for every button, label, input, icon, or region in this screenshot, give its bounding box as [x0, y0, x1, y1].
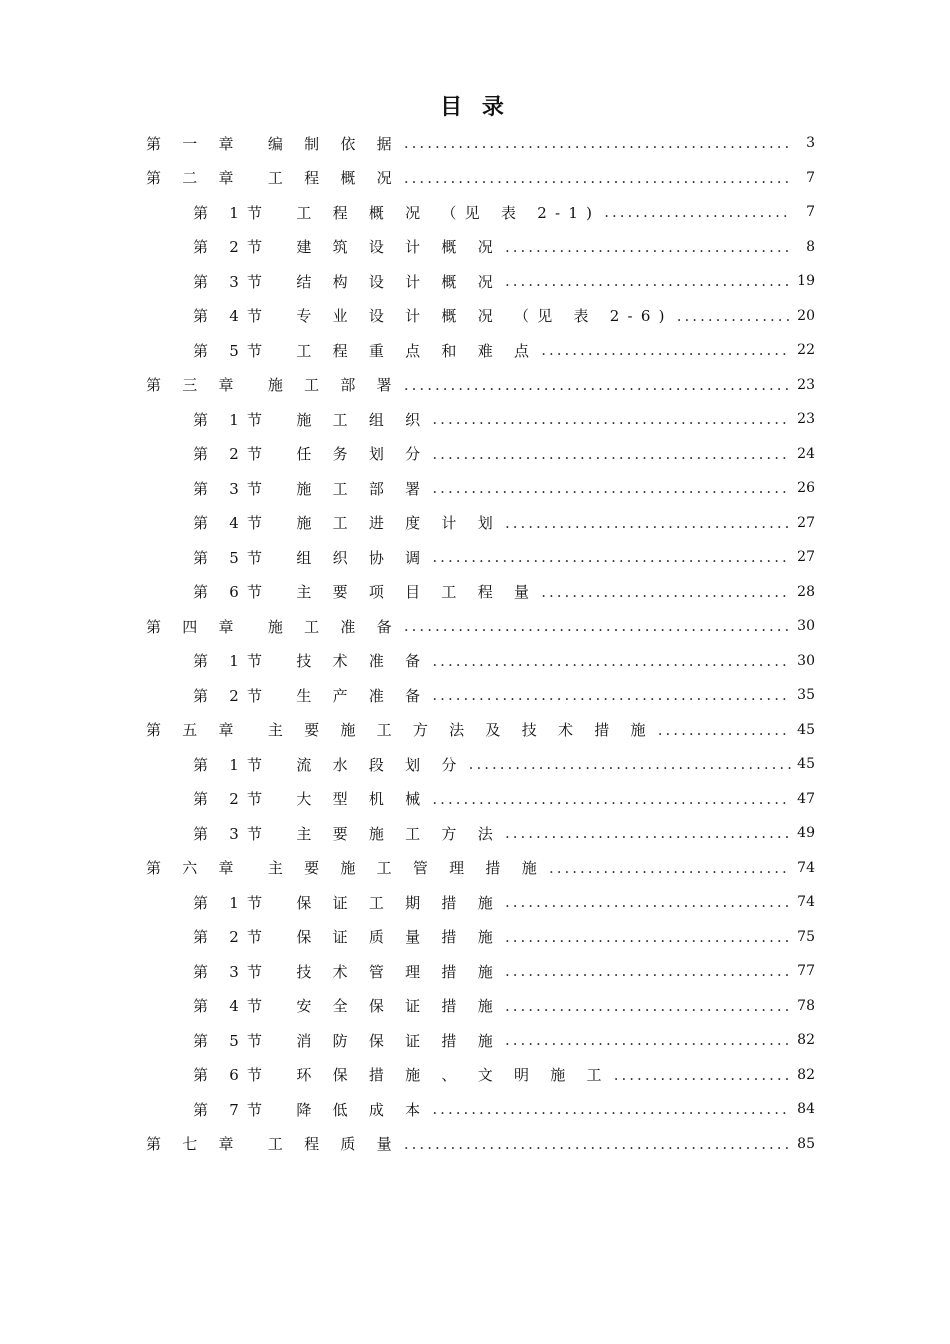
- toc-entry-label: 第 6节 主 要 项 目 工 程 量: [193, 583, 538, 602]
- toc-chapter-entry[interactable]: [0, 1127, 950, 1162]
- toc-section-entry[interactable]: [0, 575, 950, 610]
- dot-leader: [432, 652, 791, 670]
- toc-section-entry[interactable]: [0, 954, 950, 989]
- dot-leader: [432, 410, 791, 428]
- toc-page-number: 23: [797, 376, 815, 393]
- toc-section-entry[interactable]: [0, 299, 950, 334]
- toc-chapter-entry[interactable]: [0, 161, 950, 196]
- dot-leader: [505, 1031, 791, 1049]
- dot-leader: [505, 824, 791, 842]
- toc-page-number: 49: [797, 825, 815, 842]
- toc-entry-label: 第 1节 保 证 工 期 措 施: [193, 893, 501, 912]
- toc-entry-label: 第 4节 专 业 设 计 概 况 （见 表 2-6): [193, 307, 673, 326]
- toc-entry-label: 第 2节 大 型 机 械: [193, 790, 429, 809]
- toc-entry-label: 第 2节 保 证 质 量 措 施: [193, 928, 501, 947]
- toc-entry-label: 第 5节 工 程 重 点 和 难 点: [193, 341, 538, 360]
- toc-section-entry[interactable]: [0, 402, 950, 437]
- toc-page-number: 85: [797, 1135, 815, 1152]
- toc-entry-label: 第 7节 降 低 成 本: [193, 1100, 429, 1119]
- dot-leader: [658, 721, 791, 739]
- toc-page-number: 35: [797, 687, 815, 704]
- toc-page-number: 45: [797, 756, 815, 773]
- dot-leader: [541, 583, 791, 601]
- toc-entry-label: 第 6节 环 保 措 施 、 文 明 施 工: [193, 1066, 610, 1085]
- toc-page-number: 30: [797, 618, 815, 635]
- dot-leader: [505, 928, 791, 946]
- toc-entry-label: 第 三 章 施 工 部 署: [146, 376, 400, 395]
- toc-entry-label: 第 六 章 主 要 施 工 管 理 措 施: [146, 859, 545, 878]
- toc-page-number: 78: [797, 997, 815, 1014]
- toc-page-number: 7: [806, 204, 815, 221]
- toc-page-number: 19: [797, 273, 815, 290]
- toc-page-number: 74: [797, 894, 815, 911]
- toc-entry-label: 第 五 章 主 要 施 工 方 法 及 技 术 措 施: [146, 721, 654, 740]
- table-of-contents: [0, 126, 950, 1161]
- dot-leader: [505, 893, 791, 911]
- toc-entry-label: 第 1节 施 工 组 织: [193, 410, 429, 429]
- toc-section-entry[interactable]: [0, 678, 950, 713]
- toc-section-entry[interactable]: [0, 230, 950, 265]
- toc-entry-label: 第 1节 流 水 段 划 分: [193, 755, 465, 774]
- toc-entry-label: 第 5节 组 织 协 调: [193, 548, 429, 567]
- toc-entry-label: 第 一 章 编 制 依 据: [146, 134, 400, 153]
- dot-leader: [404, 376, 791, 394]
- toc-entry-label: 第 3节 技 术 管 理 措 施: [193, 962, 501, 981]
- dot-leader: [549, 859, 791, 877]
- toc-section-entry[interactable]: [0, 885, 950, 920]
- toc-section-entry[interactable]: [0, 437, 950, 472]
- dot-leader: [505, 997, 791, 1015]
- toc-entry-label: 第 5节 消 防 保 证 措 施: [193, 1031, 501, 1050]
- toc-page-number: 47: [797, 790, 815, 807]
- toc-section-entry[interactable]: [0, 1058, 950, 1093]
- toc-section-entry[interactable]: [0, 1023, 950, 1058]
- dot-leader: [505, 962, 791, 980]
- dot-leader: [404, 1135, 791, 1153]
- dot-leader: [404, 169, 791, 187]
- dot-leader: [604, 203, 791, 221]
- dot-leader: [469, 755, 791, 773]
- toc-entry-label: 第 四 章 施 工 准 备: [146, 617, 400, 636]
- toc-page-number: 30: [797, 652, 815, 669]
- toc-section-entry[interactable]: [0, 506, 950, 541]
- dot-leader: [432, 686, 791, 704]
- dot-leader: [505, 272, 791, 290]
- dot-leader: [432, 790, 791, 808]
- toc-entry-label: 第 七 章 工 程 质 量: [146, 1135, 400, 1154]
- toc-page-number: 82: [797, 1066, 815, 1083]
- dot-leader: [432, 1100, 791, 1118]
- toc-chapter-entry[interactable]: [0, 609, 950, 644]
- toc-page-number: 28: [797, 583, 815, 600]
- page-title: 目 录: [440, 95, 510, 120]
- toc-section-entry[interactable]: [0, 471, 950, 506]
- toc-entry-label: 第 二 章 工 程 概 况: [146, 169, 400, 188]
- toc-section-entry[interactable]: [0, 644, 950, 679]
- dot-leader: [505, 238, 791, 256]
- toc-chapter-entry[interactable]: [0, 713, 950, 748]
- toc-section-entry[interactable]: [0, 747, 950, 782]
- toc-page-number: 82: [797, 1032, 815, 1049]
- toc-entry-label: 第 3节 结 构 设 计 概 况: [193, 272, 501, 291]
- toc-entry-label: 第 4节 安 全 保 证 措 施: [193, 997, 501, 1016]
- dot-leader: [432, 445, 791, 463]
- toc-section-entry[interactable]: [0, 816, 950, 851]
- toc-section-entry[interactable]: [0, 333, 950, 368]
- dot-leader: [541, 341, 791, 359]
- toc-page-number: 26: [797, 480, 815, 497]
- toc-entry-label: 第 2节 生 产 准 备: [193, 686, 429, 705]
- toc-section-entry[interactable]: [0, 1092, 950, 1127]
- toc-section-entry[interactable]: [0, 264, 950, 299]
- toc-entry-label: 第 1节 工 程 概 况 （见 表 2-1): [193, 203, 601, 222]
- toc-page-number: 23: [797, 411, 815, 428]
- toc-page-number: 27: [797, 549, 815, 566]
- toc-entry-label: 第 3节 主 要 施 工 方 法: [193, 824, 501, 843]
- toc-entry-label: 第 4节 施 工 进 度 计 划: [193, 514, 501, 533]
- toc-page-number: 8: [806, 238, 815, 255]
- toc-section-entry[interactable]: [0, 782, 950, 817]
- toc-page-number: 22: [797, 342, 815, 359]
- toc-page-number: 27: [797, 514, 815, 531]
- toc-chapter-entry[interactable]: [0, 851, 950, 886]
- toc-entry-label: 第 3节 施 工 部 署: [193, 479, 429, 498]
- toc-section-entry[interactable]: [0, 989, 950, 1024]
- toc-entry-label: 第 2节 建 筑 设 计 概 况: [193, 238, 501, 257]
- dot-leader: [614, 1066, 791, 1084]
- toc-chapter-entry[interactable]: [0, 126, 950, 161]
- toc-page-number: 24: [797, 445, 815, 462]
- dot-leader: [432, 548, 791, 566]
- toc-chapter-entry[interactable]: [0, 368, 950, 403]
- toc-page-number: 74: [797, 859, 815, 876]
- dot-leader: [404, 134, 791, 152]
- toc-page-number: 84: [797, 1101, 815, 1118]
- toc-page-number: 20: [797, 307, 815, 324]
- dot-leader: [404, 617, 791, 635]
- dot-leader: [505, 514, 791, 532]
- toc-section-entry[interactable]: [0, 540, 950, 575]
- toc-page-number: 45: [797, 721, 815, 738]
- dot-leader: [677, 307, 791, 325]
- toc-page-number: 75: [797, 928, 815, 945]
- toc-page-number: 77: [797, 963, 815, 980]
- toc-entry-label: 第 1节 技 术 准 备: [193, 652, 429, 671]
- toc-page-number: 7: [806, 169, 815, 186]
- toc-entry-label: 第 2节 任 务 划 分: [193, 445, 429, 464]
- toc-section-entry[interactable]: [0, 920, 950, 955]
- dot-leader: [432, 479, 791, 497]
- toc-page-number: 3: [806, 135, 815, 152]
- toc-section-entry[interactable]: [0, 195, 950, 230]
